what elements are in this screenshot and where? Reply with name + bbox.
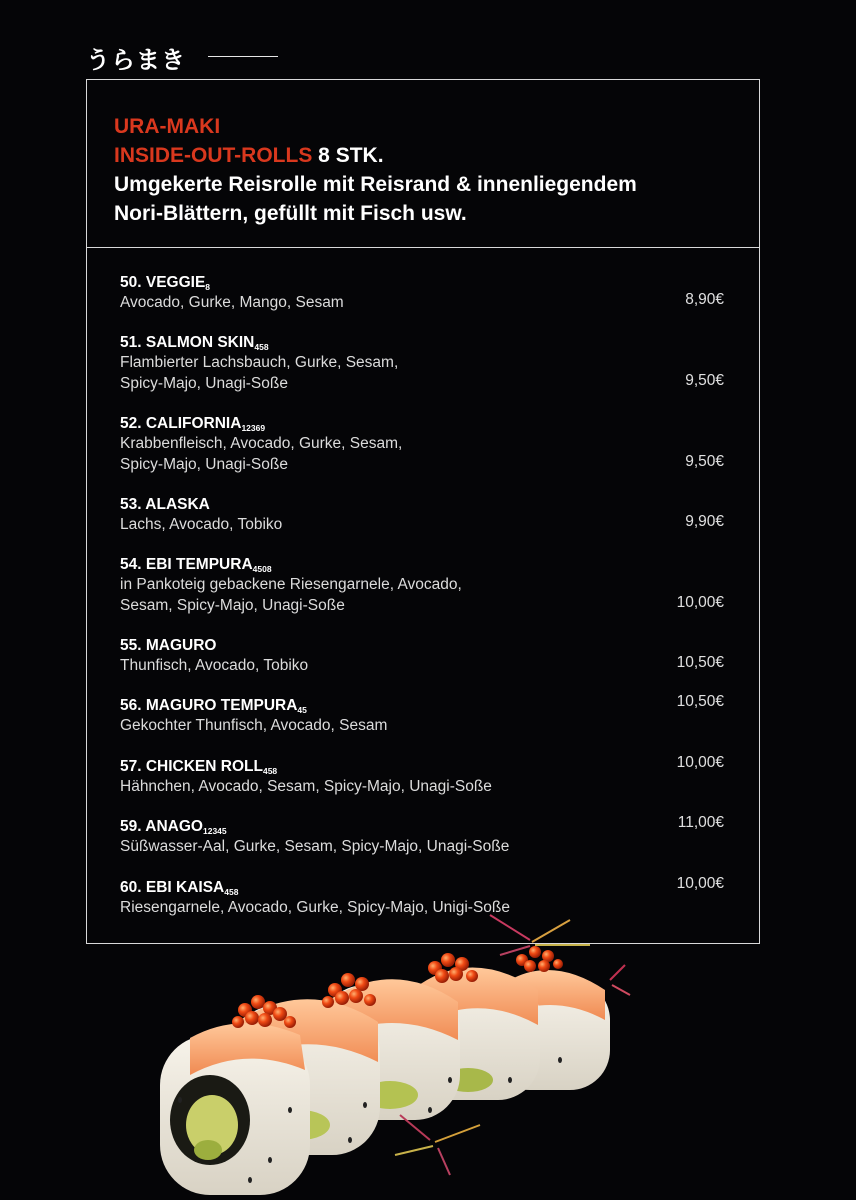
- item-price: 9,90€: [685, 513, 724, 530]
- section-subtitle-red: INSIDE-OUT-ROLLS: [114, 144, 313, 167]
- allergen-codes: 45: [297, 705, 307, 715]
- item-name: 57. CHICKEN $ROLL_{458}$: [120, 758, 278, 776]
- menu-item: [120, 754, 724, 798]
- item-description: Thunfisch, Avocado, Tobiko: [120, 657, 309, 674]
- item-name: 56. MAGURO $TEMPURA_{45}$: [120, 697, 307, 715]
- allergen-codes: 458: [254, 342, 269, 352]
- item-description: Lachs, Avocado, Tobiko: [120, 516, 283, 533]
- section-subtitle: [114, 141, 759, 170]
- item-price: 9,50€: [685, 372, 724, 389]
- title-divider: [208, 56, 278, 57]
- item-name: 60. EBI $KAISA_{458}$: [120, 879, 239, 897]
- allergen-codes: 458: [262, 766, 278, 776]
- item-price: 10,50€: [676, 654, 724, 671]
- sushi-roll-image: [150, 910, 650, 1200]
- allergen-codes: 458: [224, 887, 239, 897]
- menu-item: [120, 495, 724, 536]
- menu-item: [120, 555, 724, 616]
- sushi-piece-front: [160, 1023, 310, 1195]
- section-description-line-2: Nori-Blättern, gefüllt mit Fisch usw.: [114, 202, 467, 225]
- item-name: 53. ALASKA: [120, 496, 210, 513]
- item-description: Flambierter Lachsbauch, Gurke, Sesam,: [120, 354, 399, 371]
- item-price: 10,00€: [676, 875, 724, 892]
- page-title-japanese: うらまき: [86, 46, 186, 74]
- piece-count: 8 STK.: [312, 144, 384, 167]
- item-description: Hähnchen, Avocado, Sesam, Spicy-Majo, Unagi-Soße: [120, 778, 492, 795]
- item-description: Spicy-Majo, Unagi-Soße: [120, 374, 288, 392]
- menu-item: [120, 636, 724, 677]
- menu-item: [120, 273, 724, 314]
- item-description: Süßwasser-Aal, Gurke, Sesam, Spicy-Majo, Unagi-Soße: [120, 838, 510, 855]
- menu-item: [120, 414, 724, 475]
- menu-item: [120, 814, 724, 858]
- item-description: in Pankoteig gebackene Riesengarnele, Avocado,: [120, 576, 462, 593]
- item-description: Avocado, Gurke, Mango, Sesam: [120, 294, 344, 311]
- section-title: URA-MAKI: [114, 115, 221, 138]
- allergen-codes: 4508: [252, 564, 272, 574]
- item-name: 59. $ANAGO_{12345}$: [120, 818, 227, 836]
- item-price: 11,00€: [677, 814, 724, 831]
- item-name: 50. $VEGGIE_8$: [120, 274, 211, 292]
- item-description: Riesengarnele, Avocado, Gurke, Spicy-Majo, Unigi-Soße: [120, 899, 510, 916]
- menu-item: [120, 333, 724, 394]
- item-name: 54. EBI $TEMPURA_{4508}$: [120, 556, 272, 574]
- menu-panel: [86, 79, 760, 944]
- item-description: Spicy-Majo, Unagi-Soße: [120, 455, 288, 473]
- menu-header: [87, 80, 759, 248]
- item-price: 10,00€: [676, 594, 724, 611]
- item-name: 52. $CALIFORNIA_{12369}$: [120, 415, 266, 433]
- item-price: 8,90€: [685, 291, 724, 308]
- item-price: 10,50€: [676, 693, 724, 710]
- menu-item: [120, 693, 724, 737]
- item-price: 9,50€: [685, 453, 724, 470]
- item-name: 51. SALMON $SKIN_{458}$: [120, 334, 269, 352]
- item-description: Gekochter Thunfisch, Avocado, Sesam: [120, 717, 388, 734]
- item-description: Sesam, Spicy-Majo, Unagi-Soße: [120, 596, 345, 614]
- allergen-codes: 12369: [241, 423, 266, 433]
- item-description: Krabbenfleisch, Avocado, Gurke, Sesam,: [120, 435, 403, 452]
- allergen-codes: 8: [205, 282, 211, 292]
- item-name: 55. MAGURO: [120, 637, 217, 654]
- section-description-line-1: Umgekerte Reisrolle mit Reisrand & innenliegendem: [114, 173, 637, 196]
- item-price: 10,00€: [676, 754, 724, 771]
- allergen-codes: 12345: [202, 826, 227, 836]
